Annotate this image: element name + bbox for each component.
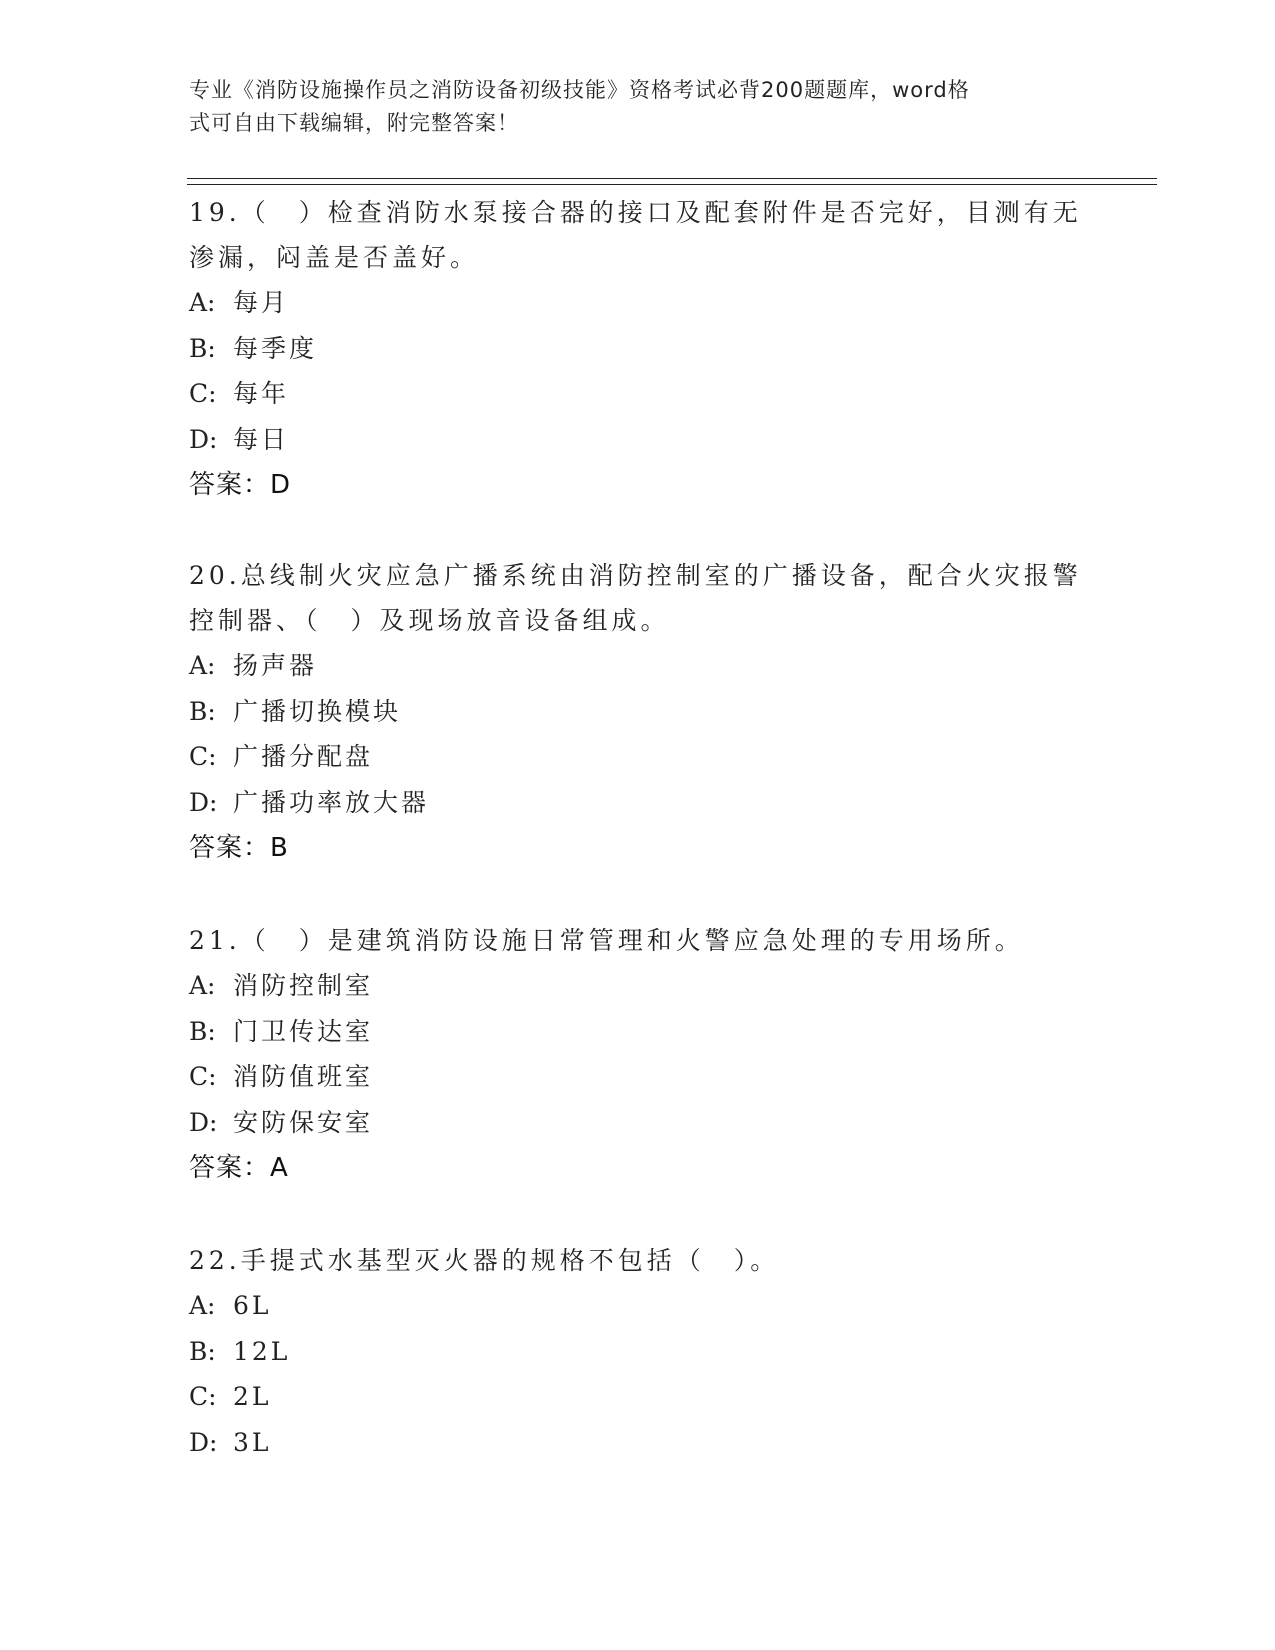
option-text: 3L	[233, 1427, 272, 1457]
option-key: D:	[189, 424, 218, 454]
option-b	[189, 689, 1089, 735]
option-text: 广播分配盘	[233, 742, 374, 771]
option-key: C:	[189, 379, 217, 408]
option-key: B:	[189, 696, 216, 726]
option-a	[189, 963, 1089, 1009]
option-d	[189, 780, 1089, 826]
option-key: A:	[189, 971, 216, 1000]
option-text: 每日	[233, 424, 290, 454]
option-text: 广播功率放大器	[233, 787, 430, 817]
question-stem: 22.手提式水基型灭火器的规格不包括（ ）。	[189, 1246, 780, 1275]
answer-line: 答案：B	[189, 833, 289, 863]
document-header	[189, 74, 1069, 140]
answer-line: 答案：D	[189, 470, 292, 500]
option-key: B:	[189, 1336, 216, 1366]
option-a	[189, 1283, 1089, 1329]
question-22	[189, 1238, 1089, 1465]
option-c	[189, 734, 1089, 780]
option-text: 每季度	[233, 333, 318, 363]
option-key: C:	[189, 1062, 217, 1091]
option-text: 6L	[233, 1291, 272, 1320]
option-key: A:	[189, 288, 216, 317]
option-key: A:	[189, 1291, 216, 1320]
option-key: D:	[189, 1107, 218, 1137]
option-text: 广播切换模块	[233, 696, 402, 726]
question-stem: 20.总线制火灾应急广播系统由消防控制室的广播设备，配合火灾报警控制器、（ ）及现场放音设备组成。	[189, 561, 1082, 635]
header-divider-top	[187, 178, 1157, 179]
option-c	[189, 371, 1089, 417]
option-key: B:	[189, 333, 216, 363]
option-text: 每月	[233, 288, 290, 317]
option-key: C:	[189, 1382, 217, 1411]
option-b	[189, 1329, 1089, 1375]
option-d	[189, 417, 1089, 463]
question-stem: 21.（ ）是建筑消防设施日常管理和火警应急处理的专用场所。	[189, 926, 1024, 955]
header-line-1: 专业《消防设施操作员之消防设备初级技能》资格考试必背200题题库，word格	[189, 78, 970, 102]
option-text: 门卫传达室	[233, 1016, 374, 1046]
option-a	[189, 643, 1089, 689]
question-20	[189, 553, 1089, 871]
option-c	[189, 1054, 1089, 1100]
option-key: A:	[189, 651, 216, 680]
option-text: 消防控制室	[233, 971, 374, 1000]
option-key: D:	[189, 1427, 218, 1457]
option-d	[189, 1100, 1089, 1146]
option-c	[189, 1374, 1089, 1420]
option-a	[189, 280, 1089, 326]
option-key: D:	[189, 787, 218, 817]
option-text: 每年	[233, 379, 290, 408]
question-21	[189, 918, 1089, 1191]
question-stem: 19.（ ）检查消防水泵接合器的接口及配套附件是否完好，目测有无渗漏，闷盖是否盖好。	[189, 198, 1082, 272]
option-text: 2L	[233, 1382, 272, 1411]
option-key: B:	[189, 1016, 216, 1046]
answer-line: 答案：A	[189, 1153, 289, 1183]
option-text: 安防保安室	[233, 1107, 374, 1137]
option-text: 扬声器	[233, 651, 318, 680]
option-d	[189, 1420, 1089, 1466]
option-text: 消防值班室	[233, 1062, 374, 1091]
header-divider-bottom	[187, 184, 1157, 185]
header-line-2: 式可自由下载编辑，附完整答案！	[189, 111, 519, 135]
option-b	[189, 1009, 1089, 1055]
option-text: 12L	[233, 1336, 291, 1366]
option-b	[189, 326, 1089, 372]
option-key: C:	[189, 742, 217, 771]
question-19	[189, 190, 1089, 508]
